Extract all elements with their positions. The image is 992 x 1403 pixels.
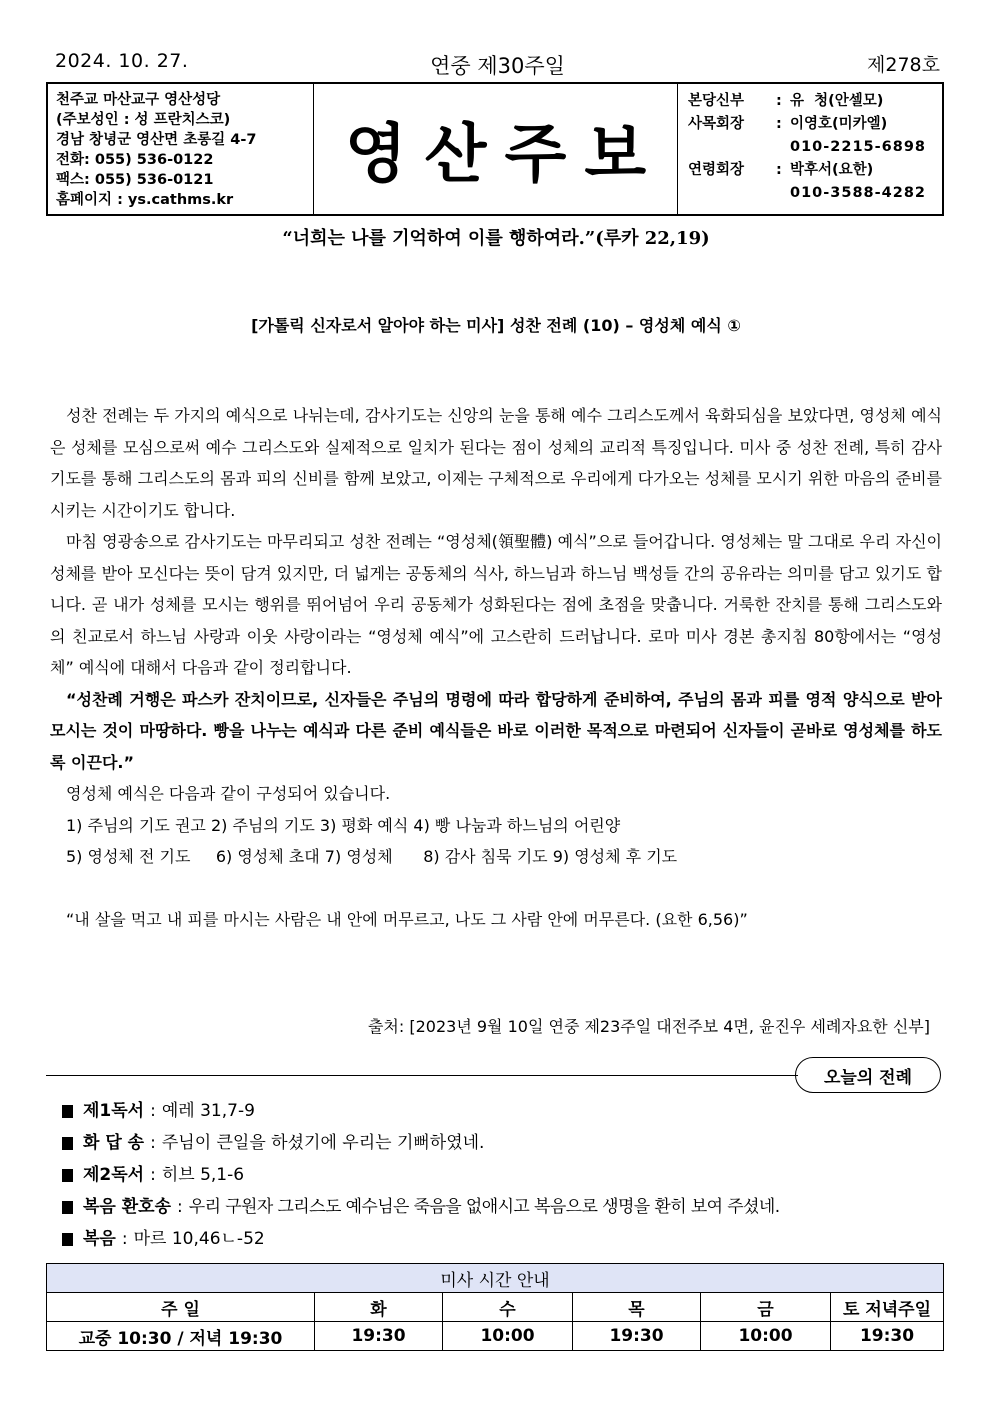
reading-item [62, 1159, 780, 1191]
staff-pastor [688, 90, 942, 113]
staff-colon: : [776, 116, 782, 132]
reading-item [62, 1095, 780, 1127]
day-header: 화 [315, 1293, 443, 1322]
theme-verse: “너희는 나를 기억하여 이를 행하여라.”(루카 22,19) [282, 228, 710, 249]
reading-text: 히브 5,1-6 [161, 1165, 245, 1185]
reading-label: 제2독서 [83, 1165, 145, 1185]
reading-text: 예레 31,7-9 [161, 1101, 255, 1121]
reading-text: 주님이 큰일을 하셨기에 우리는 기뻐하였네. [161, 1133, 485, 1153]
parish-info [48, 84, 314, 214]
mass-times-caption: 미사 시간 안내 [47, 1264, 944, 1293]
bullet-square-icon [62, 1233, 73, 1246]
mass-time: 19:30 [573, 1322, 701, 1351]
staff-name: 이영호(미카엘) [790, 116, 888, 132]
bulletin-title-cell [314, 84, 678, 214]
mass-time: 10:00 [701, 1322, 831, 1351]
reading-text: 우리 구원자 그리스도 예수님은 죽음을 없애시고 복음으로 생명을 환히 보여 주셨네. [188, 1197, 780, 1217]
parish-fax: 팩스: 055) 536-0121 [56, 172, 214, 188]
reading-colon: : [177, 1197, 183, 1217]
rite-list-line: 5) 영성체 전 기도 6) 영성체 초대 7) 영성체 8) 감사 침묵 기도 9) 영성체 후 기도 [66, 847, 678, 866]
mass-time: 19:30 [831, 1322, 944, 1351]
reading-label: 제1독서 [83, 1101, 145, 1121]
staff-label: 연령회장 [688, 162, 745, 178]
rite-list-line: 1) 주님의 기도 권고 2) 주님의 기도 3) 평화 예식 4) 빵 나눔과 하느님의 어린양 [66, 815, 621, 835]
day-header: 토 저녁주일 [831, 1293, 944, 1322]
reading-label: 복음 [83, 1229, 116, 1249]
paragraph: 영성체 예식은 다음과 같이 구성되어 있습니다. [66, 784, 391, 803]
paragraph: 성찬 전례는 두 가지의 예식으로 나뉘는데, 감사기도는 신앙의 눈을 통해 예수 그리스도께서 육화되심을 보았다면, 영성체 예식은 성체를 모심으로써 예수 그리스도와 실제적으로 일치가 된다는 점이 성체의 교리적 특징입니다. 미사 중 성찬 전례, 특히 감사기도를 통해 그리스도의 몸과 피의 신비를 함께 보았고, 이제는 구체적으로 우리에게 다가오는 성체를 모시기 위한 마음의 준비를 시키는 시간이기도 합니다. [50, 406, 942, 520]
closing-quote: “내 살을 먹고 내 피를 마시는 사람은 내 안에 머무르고, 나도 그 사람 안에 머무른다. (요한 6,56)” [66, 910, 748, 929]
bullet-square-icon [62, 1105, 73, 1118]
reading-text: 마르 10,46ㄴ-52 [133, 1229, 265, 1249]
today-liturgy-badge: 오늘의 전례 [795, 1057, 941, 1093]
section-divider [46, 1075, 798, 1076]
reading-colon: : [150, 1101, 156, 1121]
issue-number: 제278호 [867, 54, 940, 76]
staff-name: 유 청(안셀모) [790, 93, 884, 109]
day-header: 금 [701, 1293, 831, 1322]
reading-colon: : [121, 1229, 128, 1249]
liturgical-week: 연중 제30주일 [430, 54, 565, 78]
patron-saint: (주보성인 : 성 프란치스코) [56, 112, 231, 128]
bullet-square-icon [62, 1137, 73, 1150]
reading-item [62, 1223, 780, 1255]
parish-phone: 전화: 055) 536-0122 [56, 152, 214, 168]
reading-label: 복음 환호송 [83, 1197, 172, 1217]
reading-label: 화 답 송 [83, 1133, 145, 1153]
staff-name: 박후서(요한) [790, 162, 874, 178]
article-body [50, 400, 942, 936]
staff-label: 본당신부 [688, 93, 745, 109]
mass-time: 교중 10:30 / 저녁 19:30 [47, 1322, 315, 1351]
staff-info [678, 84, 942, 214]
article-source: 출처: [2023년 9월 10일 연중 제23주일 대전주보 4면, 윤진우 세례자요한 신부] [367, 1017, 930, 1036]
day-header: 수 [443, 1293, 573, 1322]
staff-label: 사목회장 [688, 116, 745, 132]
mass-times-table [46, 1263, 944, 1351]
reading-colon: : [150, 1133, 156, 1153]
spacer [50, 873, 942, 905]
day-header: 주 일 [47, 1293, 315, 1322]
reading-colon: : [150, 1165, 156, 1185]
reading-item [62, 1191, 780, 1223]
quoted-instruction: “성찬례 거행은 파스카 잔치이므로, 신자들은 주님의 명령에 따라 합당하게 준비하여, 주님의 몸과 피를 영적 양식으로 받아 모시는 것이 마땅하다. 빵을 나누는 예식과 다른 준비 예식들은 바로 이러한 목적으로 마련되어 신자들이 곧바로 영성체를 하도록 이끈다.” [50, 689, 942, 772]
staff-colon: : [776, 162, 782, 178]
staff-funeral-president [688, 159, 942, 182]
paragraph: 마침 영광송으로 감사기도는 마무리되고 성찬 전례는 “영성체(領聖體) 예식”으로 들어갑니다. 영성체는 말 그대로 우리 자신이 성체를 받아 모신다는 뜻이 담겨 있지만, 더 넓게는 공동체의 식사, 하느님과 하느님 백성들 간의 공유라는 의미를 담고 있기도 합니다. 곧 내가 성체를 모시는 행위를 뛰어넘어 우리 공동체가 성화된다는 점에 초점을 맞춥니다. 거룩한 잔치를 통해 그리스도와의 친교로서 하느님 사랑과 이웃 사랑이라는 “영성체 예식”에 고스란히 드러납니다. 로마 미사 경본 총지침 80항에서는 “영성체” 예식에 대해서 다음과 같이 정리합니다. [50, 532, 942, 677]
reading-item [62, 1127, 780, 1159]
header-box [46, 82, 944, 216]
masthead [55, 50, 940, 76]
bullet-square-icon [62, 1201, 73, 1214]
staff-colon: : [776, 93, 782, 109]
parish-address: 경남 창녕군 영산면 초롱길 4-7 [56, 132, 257, 148]
bulletin-title: 영산주보 [344, 117, 665, 192]
day-header: 목 [573, 1293, 701, 1322]
mass-time: 19:30 [315, 1322, 443, 1351]
staff-council-president [688, 113, 942, 136]
parish-homepage[interactable]: 홈페이지 : ys.cathms.kr [56, 192, 234, 208]
parish-name: 천주교 마산교구 영산성당 [56, 92, 221, 108]
staff-phone: 010-3588-4282 [790, 185, 927, 201]
staff-phone: 010-2215-6898 [790, 139, 927, 155]
bullet-square-icon [62, 1169, 73, 1182]
readings-list [62, 1095, 780, 1255]
mass-time: 10:00 [443, 1322, 573, 1351]
issue-date: 2024. 10. 27. [55, 50, 189, 72]
article-title: [가톨릭 신자로서 알아야 하는 미사] 성찬 전례 (10) – 영성체 예식 ① [251, 316, 741, 335]
